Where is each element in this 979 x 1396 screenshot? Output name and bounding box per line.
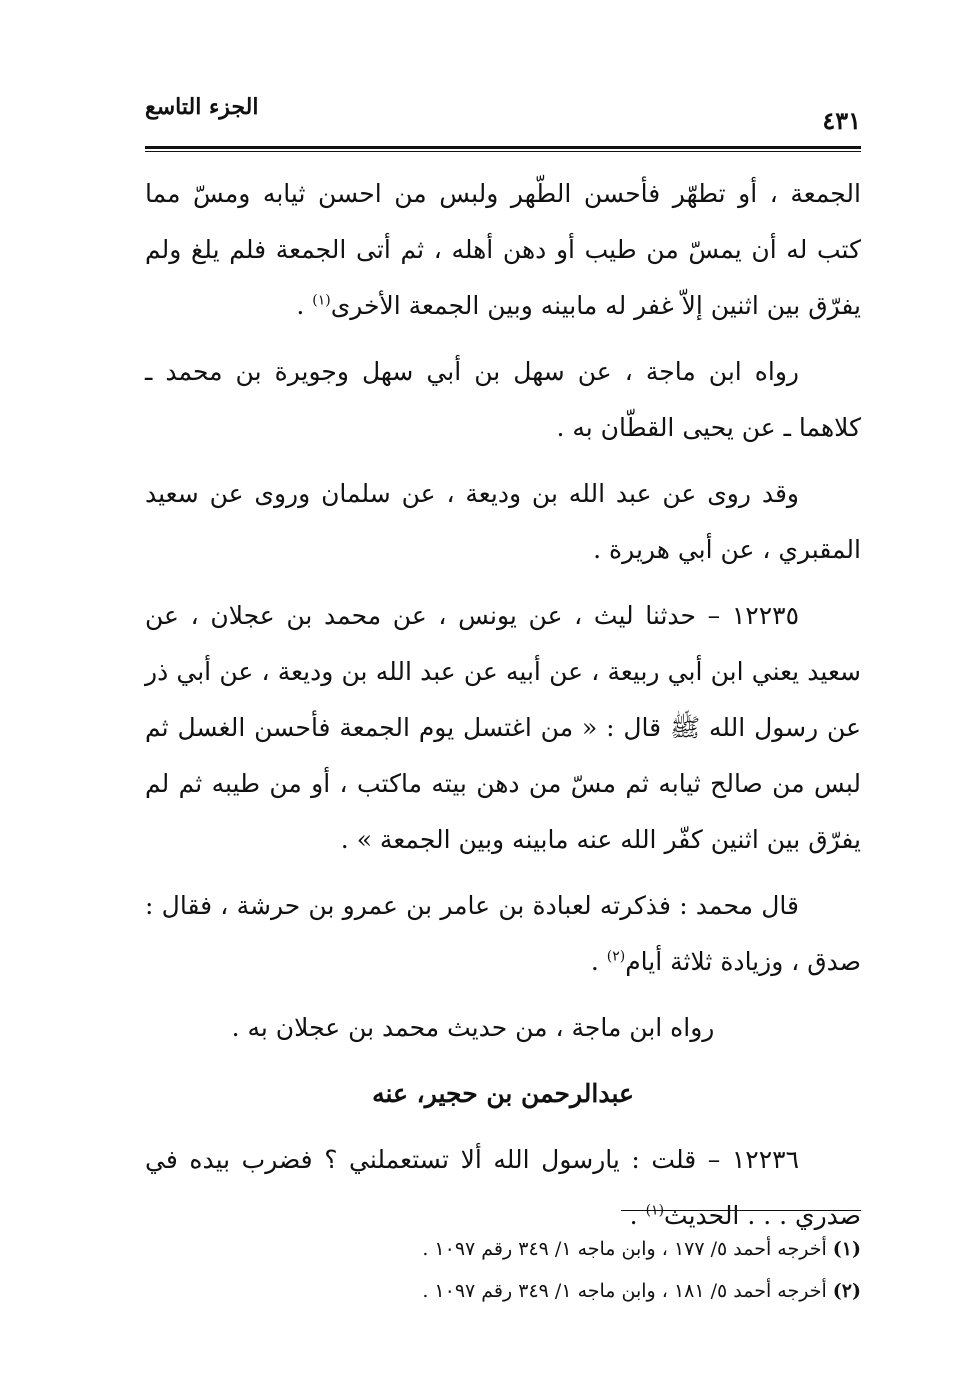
running-header [145, 92, 861, 142]
paragraph-2: رواه ابن ماجة ، عن سهل بن أبي سهل وجويرة بن محمد ـ كلاهما ـ عن يحيى القطّان به . [145, 357, 861, 442]
paragraph-6: رواه ابن ماجة ، من حديث محمد بن عجلان به . [231, 1013, 715, 1042]
paragraph-5 [145, 878, 861, 990]
footnote-ref-2: (٢) [606, 948, 626, 965]
footnote-2-number: (٢) [832, 1280, 861, 1302]
paragraph-5-text: قال محمد : فذكرته لعبادة بن عامر بن عمرو بن حرشة ، فقال : صدق ، وزيادة ثلاثة أيام [145, 891, 861, 976]
paragraph-3: وقد روى عن عبد الله بن وديعة ، عن سلمان وروى عن سعيد المقبري ، عن أبي هريرة . [145, 479, 861, 564]
hadith-12236-end: . [629, 1201, 646, 1230]
book-part-title: الجزء التاسع [145, 94, 259, 120]
paragraph-1-end: . [296, 291, 313, 320]
hadith-12236-text: ١٢٢٣٦ – قلت : يارسول الله ألا تستعملني ؟ فضرب بيده في صدري . . . الحديث [145, 1145, 861, 1230]
footnote-divider [621, 1210, 861, 1211]
hadith-12235: ١٢٢٣٥ – حدثنا ليث ، عن يونس ، عن محمد بن عجلان ، عن سعيد يعني ابن أبي ربيعة ، عن أبيه عن عبد الله بن وديعة ، عن أبي ذر عن رسول الله ﷺ قال : « من اغتسل يوم الجمعة فأحسن الغسل ثم لبس من صالح ثيابه ثم مسّ من دهن بيته ماكتب ، أو من طيبه ثم لم يفرّق بين اثنين كفّر الله عنه مابينه وبين الجمعة » . [145, 601, 861, 854]
main-text [145, 166, 861, 1254]
paragraph-1-text: الجمعة ، أو تطهّر فأحسن الطّهر ولبس من احسن ثيابه ومسّ مما كتب له أن يمسّ من طيب أو دهن أهله ، ثم أتى الجمعة فلم يلغ ولم يفرّق بين اثنين إلاّ غفر له مابينه وبين الجمعة الأخرى [145, 179, 861, 320]
paragraph-5-end: . [590, 947, 607, 976]
footnote-1-number: (١) [832, 1238, 861, 1260]
footnote-1-text: أخرجه أحمد ٥/ ١٧٧ ، وابن ماجه ١/ ٣٤٩ رقم ١٠٩٧ . [422, 1238, 833, 1260]
footnote-ref-1: (١) [312, 292, 331, 309]
footnote-ref-3: (١) [645, 1202, 665, 1219]
paragraph-1 [145, 166, 861, 334]
footnotes [145, 1228, 861, 1312]
header-divider [145, 146, 861, 152]
footnote-1 [145, 1228, 861, 1270]
footnote-2 [145, 1270, 861, 1312]
footnote-2-text: أخرجه أحمد ٥/ ١٨١ ، وابن ماجه ١/ ٣٤٩ رقم ١٠٩٧ . [422, 1280, 833, 1302]
page-number: ٤٣١ [822, 106, 861, 135]
section-heading: عبدالرحمن بن حجير، عنه [372, 1079, 634, 1108]
